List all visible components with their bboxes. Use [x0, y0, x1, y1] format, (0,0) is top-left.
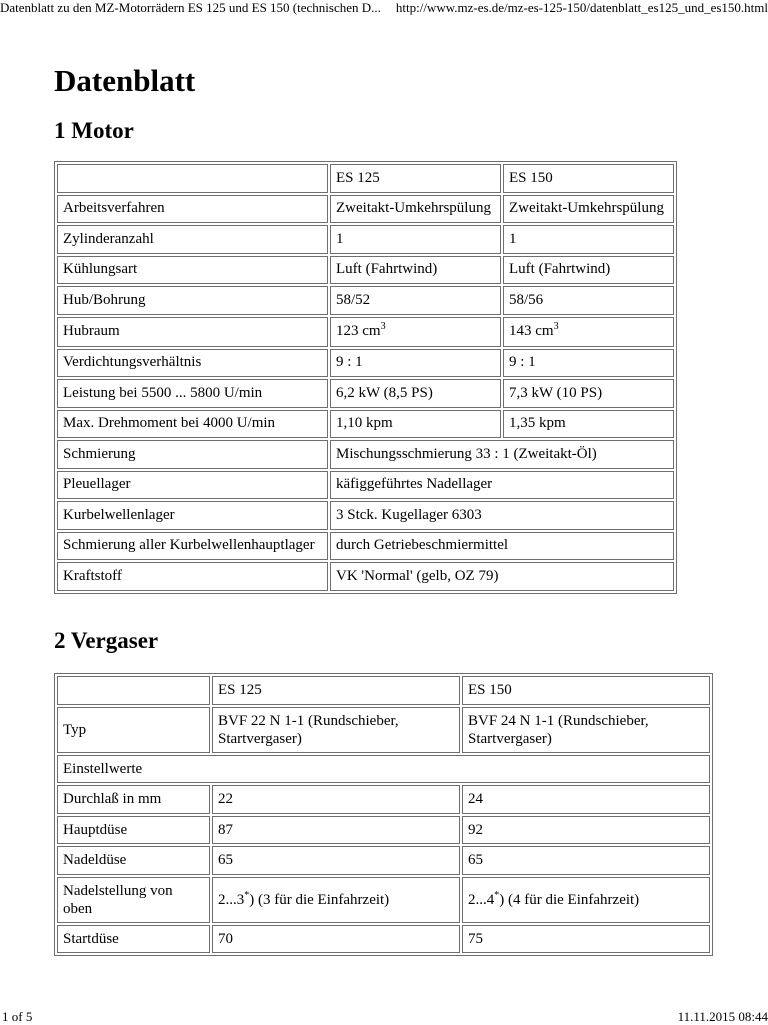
value-es125: BVF 22 N 1-1 (Rundschieber, Startvergaser) — [212, 707, 460, 753]
table-row — [57, 707, 710, 753]
row-label: Nadelstellung von oben — [57, 877, 210, 923]
table-row — [57, 286, 674, 315]
table-row — [57, 925, 710, 954]
table-row — [57, 379, 674, 408]
value-es150: 24 — [462, 785, 710, 814]
table-row — [57, 501, 674, 530]
value-both: VK 'Normal' (gelb, OZ 79) — [330, 562, 674, 591]
column-header-es125: ES 125 — [212, 676, 460, 705]
row-label: Durchlaß in mm — [57, 785, 210, 814]
value-es125 — [330, 317, 501, 347]
row-label: Typ — [57, 707, 210, 753]
value-es125: Luft (Fahrtwind) — [330, 256, 501, 285]
row-label: Zylinderanzahl — [57, 225, 328, 254]
row-label: Verdichtungsverhältnis — [57, 349, 328, 378]
row-label: Arbeitsverfahren — [57, 195, 328, 224]
value-text: 2...3 — [218, 891, 245, 908]
value-es150 — [462, 877, 710, 923]
value-note: ) (3 für die Einfahrzeit) — [249, 891, 390, 908]
value-es125 — [212, 877, 460, 923]
table-row — [57, 225, 674, 254]
print-footer-datetime: 11.11.2015 08:44 — [677, 1009, 768, 1024]
value-both: Mischungsschmierung 33 : 1 (Zweitakt-Öl) — [330, 440, 674, 469]
value-es150: 1,35 kpm — [503, 410, 674, 439]
print-header-title: Datenblatt zu den MZ-Motorrädern ES 125 und ES 150 (technischen D... — [0, 0, 381, 15]
table-row — [57, 471, 674, 500]
section-heading-motor: 1 Motor — [54, 118, 134, 143]
table-row — [57, 317, 674, 347]
column-header-es125: ES 125 — [330, 164, 501, 193]
table-row — [57, 349, 674, 378]
table-row — [57, 816, 710, 845]
motor-table — [54, 161, 677, 594]
value-es125: 70 — [212, 925, 460, 954]
table-row — [57, 846, 710, 875]
row-label: Hubraum — [57, 317, 328, 347]
group-label: Einstellwerte — [57, 755, 710, 784]
table-row — [57, 440, 674, 469]
value-text: 143 cm — [509, 323, 554, 339]
row-label: Hub/Bohrung — [57, 286, 328, 315]
value-es125: 65 — [212, 846, 460, 875]
row-label: Startdüse — [57, 925, 210, 954]
table-row — [57, 532, 674, 561]
table-group-row — [57, 755, 710, 784]
row-label: Kraftstoff — [57, 562, 328, 591]
table-header-row — [57, 676, 710, 705]
value-es125: 1,10 kpm — [330, 410, 501, 439]
value-es150: 65 — [462, 846, 710, 875]
row-label: Schmierung — [57, 440, 328, 469]
value-both: käfiggeführtes Nadellager — [330, 471, 674, 500]
value-es150: 75 — [462, 925, 710, 954]
value-both: durch Getriebeschmiermittel — [330, 532, 674, 561]
row-label: Hauptdüse — [57, 816, 210, 845]
value-es125: 58/52 — [330, 286, 501, 315]
value-es150: Zweitakt-Umkehrspülung — [503, 195, 674, 224]
table-row — [57, 877, 710, 923]
row-label: Nadeldüse — [57, 846, 210, 875]
table-row — [57, 195, 674, 224]
value-es150: 9 : 1 — [503, 349, 674, 378]
superscript: 3 — [553, 321, 559, 332]
row-label: Max. Drehmoment bei 4000 U/min — [57, 410, 328, 439]
superscript: 3 — [380, 321, 386, 332]
page-title: Datenblatt — [54, 63, 196, 98]
value-both: 3 Stck. Kugellager 6303 — [330, 501, 674, 530]
value-note: ) (4 für die Einfahrzeit) — [499, 891, 640, 908]
row-label: Leistung bei 5500 ... 5800 U/min — [57, 379, 328, 408]
row-label: Schmierung aller Kurbelwellenhauptlager — [57, 532, 328, 561]
value-es150 — [503, 317, 674, 347]
value-es125: 9 : 1 — [330, 349, 501, 378]
value-es150: Luft (Fahrtwind) — [503, 256, 674, 285]
header-blank-cell — [57, 676, 210, 705]
value-es150: 7,3 kW (10 PS) — [503, 379, 674, 408]
value-es150: 58/56 — [503, 286, 674, 315]
table-row — [57, 256, 674, 285]
value-es125: 87 — [212, 816, 460, 845]
print-header-url: http://www.mz-es.de/mz-es-125-150/datenblatt_es125_und_es150.html — [395, 0, 768, 15]
row-label: Kühlungsart — [57, 256, 328, 285]
header-blank-cell — [57, 164, 328, 193]
value-es150: 92 — [462, 816, 710, 845]
value-text: 2...4 — [468, 891, 495, 908]
section-heading-vergaser: 2 Vergaser — [54, 628, 159, 653]
value-es125: 22 — [212, 785, 460, 814]
value-es125: 1 — [330, 225, 501, 254]
column-header-es150: ES 150 — [503, 164, 674, 193]
column-header-es150: ES 150 — [462, 676, 710, 705]
table-header-row — [57, 164, 674, 193]
vergaser-table — [54, 673, 713, 956]
print-footer-page: 1 of 5 — [2, 1009, 33, 1024]
table-row — [57, 785, 710, 814]
row-label: Pleuellager — [57, 471, 328, 500]
value-es125: Zweitakt-Umkehrspülung — [330, 195, 501, 224]
table-row — [57, 562, 674, 591]
table-row — [57, 410, 674, 439]
footnote-marker: * — [494, 889, 500, 901]
footnote-marker: * — [244, 889, 250, 901]
row-label: Kurbelwellenlager — [57, 501, 328, 530]
value-es150: BVF 24 N 1-1 (Rundschieber, Startvergaser) — [462, 707, 710, 753]
value-es125: 6,2 kW (8,5 PS) — [330, 379, 501, 408]
value-text: 123 cm — [336, 323, 381, 339]
value-es150: 1 — [503, 225, 674, 254]
